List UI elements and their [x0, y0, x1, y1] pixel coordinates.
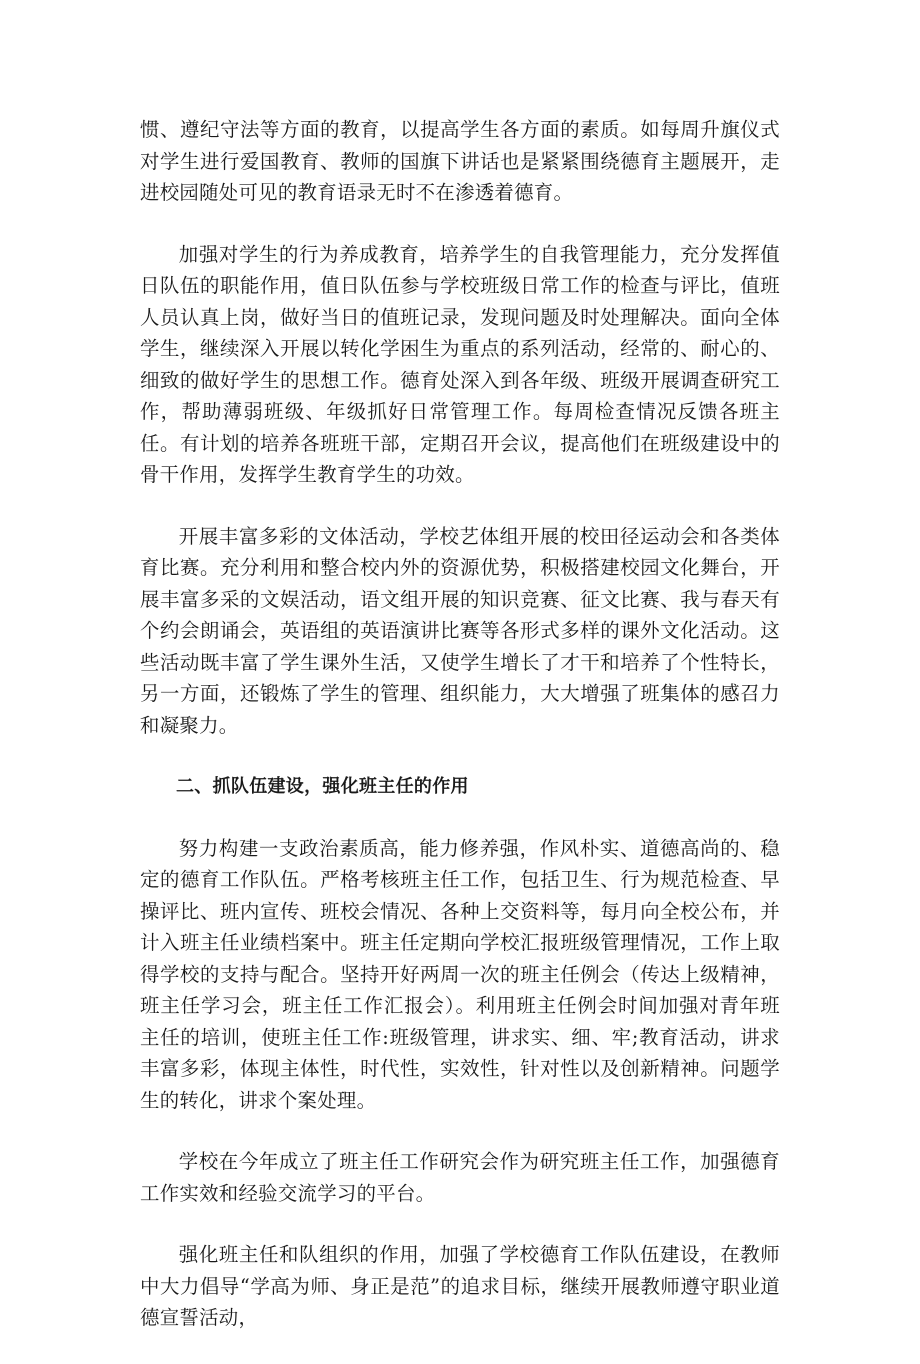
- paragraph-team-building: 努力构建一支政治素质高，能力修养强，作风朴实、道德高尚的、稳定的德育工作队伍。严格考核班主任工作，包括卫生、行为规范检查、早操评比、班内宣传、班校会情况、各种上交资料等，每月向全校公布，并计入班主任业绩档案中。班主任定期向学校汇报班级管理情况，工作上取得学校的支持与配合。坚持开好两周一次的班主任例会（传达上级精神，班主任学习会，班主任工作汇报会）。利用班主任例会时间加强对青年班主任的培训，使班主任工作:班级管理，讲求实、细、牢;教育活动，讲求丰富多彩，体现主体性，时代性，实效性，针对性以及创新精神。问题学生的转化，讲求个案处理。: [140, 836, 780, 1112]
- paragraph-cultural-activities: 开展丰富多彩的文体活动，学校艺体组开展的校田径运动会和各类体育比赛。充分利用和整合校内外的资源优势，积极搭建校园文化舞台，开展丰富多采的文娱活动，语文组开展的知识竞赛、征文比赛、我与春天有个约会朗诵会，英语组的英语演讲比赛等各形式多样的课外文化活动。这些活动既丰富了学生课外生活，又使学生增长了才干和培养了个性特长，另一方面，还锻炼了学生的管理、组织能力，大大增强了班集体的感召力和凝聚力。: [140, 524, 780, 737]
- paragraph-continued: 惯、遵纪守法等方面的教育，以提高学生各方面的素质。如每周升旗仪式对学生进行爱国教育、教师的国旗下讲话也是紧紧围绕德育主题展开，走进校园随处可见的教育语录无时不在渗透着德育。: [140, 118, 780, 204]
- paragraph-teacher-role: 强化班主任和队组织的作用，加强了学校德育工作队伍建设，在教师中大力倡导“学高为师、身正是范”的追求目标，继续开展教师遵守职业道德宣誓活动，: [140, 1243, 780, 1329]
- section-heading: 二、抓队伍建设，强化班主任的作用: [176, 776, 469, 797]
- paragraph-behavior-education: 加强对学生的行为养成教育，培养学生的自我管理能力，充分发挥值日队伍的职能作用，值日队伍参与学校班级日常工作的检查与评比，值班人员认真上岗，做好当日的值班记录，发现问题及时处理解决。面向全体学生，继续深入开展以转化学困生为重点的系列活动，经常的、耐心的、细致的做好学生的思想工作。德育处深入到各年级、班级开展调查研究工作，帮助薄弱班级、年级抓好日常管理工作。每周检查情况反馈各班主任。有计划的培养各班班干部，定期召开会议，提高他们在班级建设中的骨干作用，发挥学生教育学生的功效。: [140, 242, 780, 486]
- document-body: [140, 114, 780, 1364]
- paragraph-research-society: 学校在今年成立了班主任工作研究会作为研究班主任工作，加强德育工作实效和经验交流学习的平台。: [140, 1150, 780, 1205]
